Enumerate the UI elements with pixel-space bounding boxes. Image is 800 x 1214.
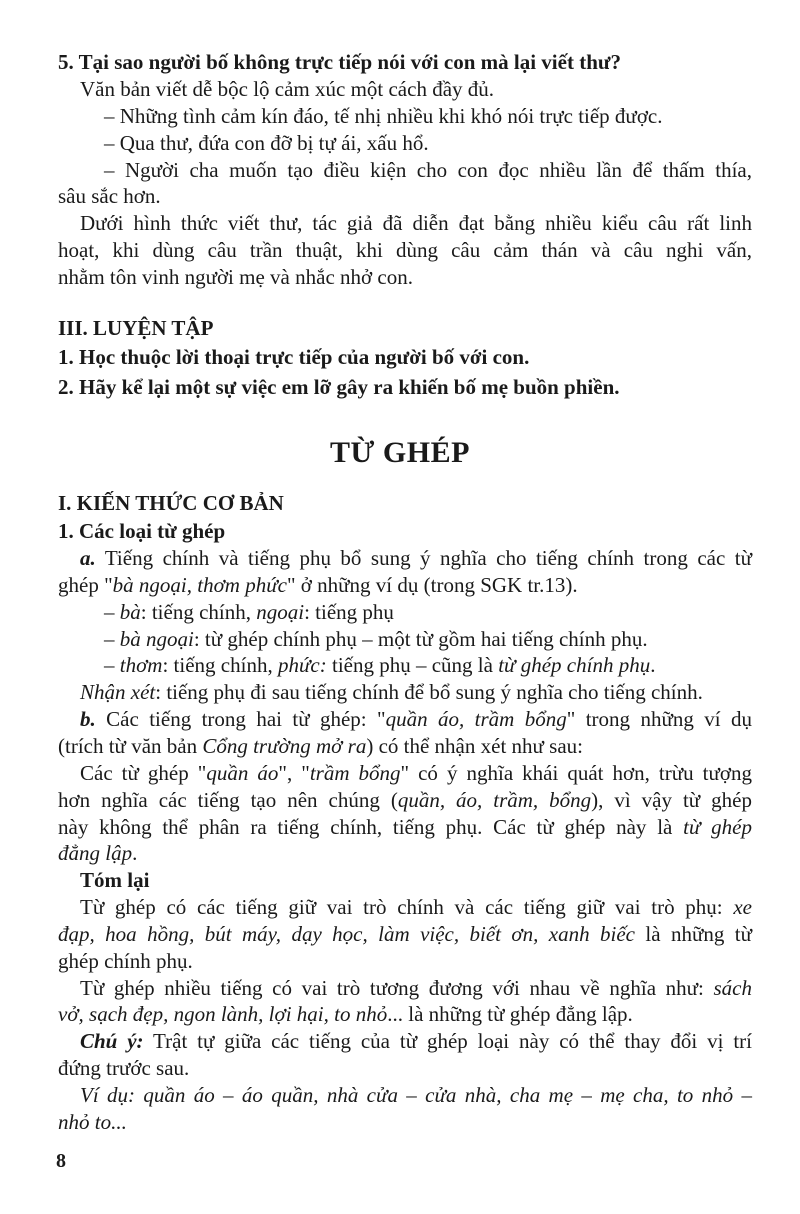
part-b-line-3: Các từ ghép "quần áo", "trầm bổng" có ý nghĩa khái quát hơn, trừu tượng: [80, 761, 752, 785]
summary-line-5: vở, sạch đẹp, ngon lành, lợi hại, to nhỏ... là những từ ghép đẳng lập.: [58, 1002, 633, 1026]
part-b-line-2: (trích từ văn bản Cổng trường mở ra) có thể nhận xét như sau:: [58, 734, 583, 758]
part-a-line-1: a. Tiếng chính và tiếng phụ bổ sung ý nghĩa cho tiếng chính trong các từ: [80, 546, 752, 570]
practice-item-1: 1. Học thuộc lời thoại trực tiếp của người bố với con.: [58, 345, 530, 369]
subsection-heading: 1. Các loại từ ghép: [58, 519, 226, 543]
definition-line-2: – bà ngoại: từ ghép chính phụ – một từ gồm hai tiếng chính phụ.: [104, 627, 648, 651]
remark-line: Nhận xét: tiếng phụ đi sau tiếng chính để bổ sung ý nghĩa cho tiếng chính.: [80, 680, 703, 704]
part-b-label: b.: [80, 707, 96, 731]
note-line-2: đứng trước sau.: [58, 1056, 190, 1080]
part-a-line-2: ghép "bà ngoại, thơm phức" ở những ví dụ (trong SGK tr.13).: [58, 573, 578, 597]
summary-line-4: Từ ghép nhiều tiếng có vai trò tương đương với nhau về nghĩa như: sách: [80, 976, 752, 1000]
q5-line-3: – Qua thư, đứa con đỡ bị tự ái, xấu hổ.: [104, 131, 429, 155]
part-b-line-6: đẳng lập.: [58, 841, 138, 865]
part-b-line-4: hơn nghĩa các tiếng tạo nên chúng (quần, áo, trầm, bổng), vì vậy từ ghép: [58, 788, 752, 812]
part-b-line-1: b. Các tiếng trong hai từ ghép: "quần áo, trầm bổng" trong những ví dụ: [80, 707, 752, 731]
example-line-1: Ví dụ: quần áo – áo quần, nhà cửa – cửa nhà, cha mẹ – mẹ cha, to nhỏ –: [80, 1083, 752, 1107]
practice-item-2: 2. Hãy kể lại một sự việc em lỡ gây ra khiến bố mẹ buồn phiền.: [58, 375, 620, 399]
summary-heading: Tóm lại: [80, 868, 150, 892]
q5-line-4: – Người cha muốn tạo điều kiện cho con đọc nhiều lần để thấm thía,: [104, 158, 752, 182]
definition-line-1: – bà: tiếng chính, ngoại: tiếng phụ: [104, 600, 394, 624]
question-5-heading: 5. Tại sao người bố không trực tiếp nói với con mà lại viết thư?: [58, 50, 621, 74]
summary-line-2: đạp, hoa hồng, bút máy, dạy học, làm việc, biết ơn, xanh biếc là những từ: [58, 922, 752, 946]
example-line-2: nhỏ to...: [58, 1110, 127, 1134]
note-line-1: Chú ý: Trật tự giữa các tiếng của từ ghép loại này có thể thay đổi vị trí: [80, 1029, 753, 1053]
q5-line-5: sâu sắc hơn.: [58, 184, 161, 208]
q5-line-1: Văn bản viết dễ bộc lộ cảm xúc một cách đầy đủ.: [80, 77, 495, 101]
practice-heading: III. LUYỆN TẬP: [58, 316, 214, 340]
summary-line-3: ghép chính phụ.: [58, 949, 193, 973]
part-b-line-5: này không thể phân ra tiếng chính, tiếng phụ. Các từ ghép này là từ ghép: [58, 815, 752, 839]
q5-para-2-line-2: hoạt, khi dùng câu trần thuật, khi dùng câu cảm thán và câu nghi vấn,: [58, 238, 752, 262]
lesson-title: TỪ GHÉP: [330, 436, 470, 469]
part-a-label: a.: [80, 546, 96, 570]
summary-line-1: Từ ghép có các tiếng giữ vai trò chính và các tiếng giữ vai trò phụ: xe: [80, 895, 752, 919]
note-label: Chú ý:: [80, 1029, 144, 1053]
q5-line-2: – Những tình cảm kín đáo, tế nhị nhiều khi khó nói trực tiếp được.: [104, 104, 663, 128]
page-number: 8: [56, 1150, 66, 1172]
section-heading: I. KIẾN THỨC CƠ BẢN: [58, 491, 284, 515]
definition-line-3: – thơm: tiếng chính, phức: tiếng phụ – cũng là từ ghép chính phụ.: [104, 653, 656, 677]
q5-para-2-line-3: nhằm tôn vinh người mẹ và nhắc nhở con.: [58, 265, 413, 289]
q5-para-2-line-1: Dưới hình thức viết thư, tác giả đã diễn đạt bằng nhiều kiểu câu rất linh: [80, 211, 752, 235]
